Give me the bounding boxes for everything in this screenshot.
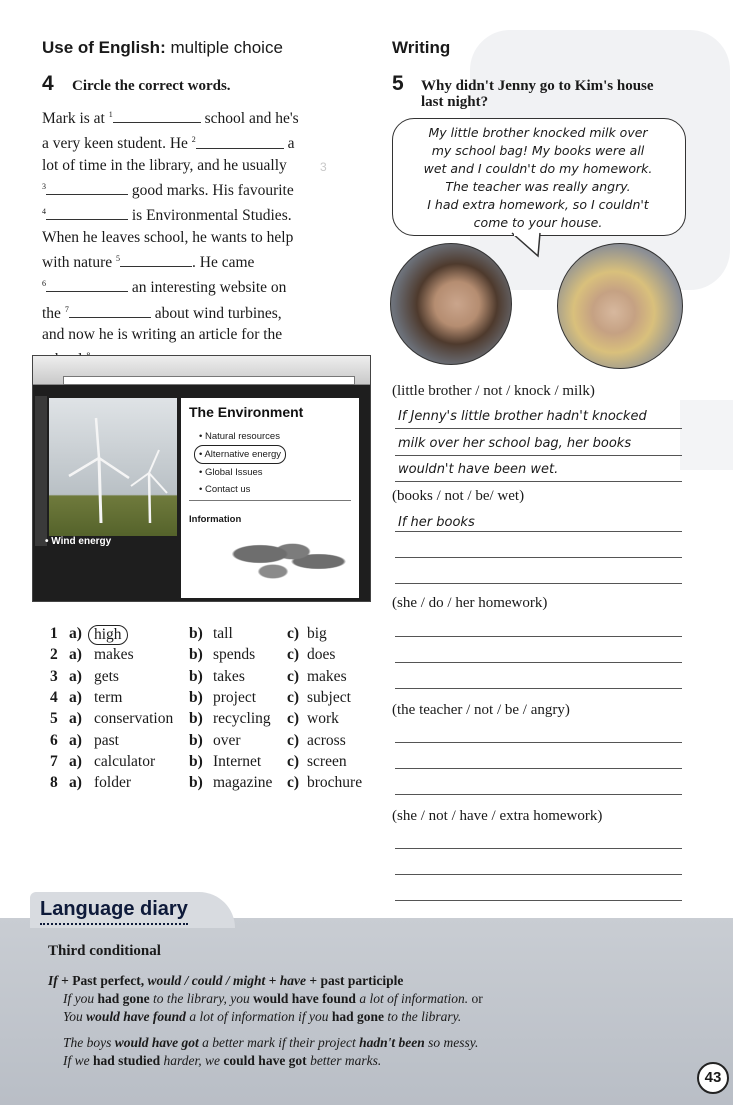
option-number: 1: [50, 625, 58, 642]
gap-text-line: lot of time in the library, and he usually: [42, 156, 287, 174]
info-label: Information: [189, 514, 242, 525]
page-number: 43: [697, 1062, 729, 1094]
option-letter: c): [287, 667, 300, 685]
answer-line: [395, 874, 682, 875]
diary-example-3: The boys would have got a better mark if their project hadn't been so messy.: [63, 1035, 479, 1050]
option-letter: b): [189, 710, 203, 728]
option-a[interactable]: makes: [94, 646, 134, 664]
option-number: 7: [50, 752, 58, 770]
gap-number: 4: [42, 207, 46, 217]
option-letter: a): [69, 731, 82, 749]
gap-text-line: When he leaves school, he wants to help: [42, 228, 294, 246]
option-letter: c): [287, 774, 300, 792]
speech-bubble-text: [402, 124, 674, 232]
answer-1-line-2: milk over her school bag, her books: [398, 436, 632, 451]
option-letter: c): [287, 625, 300, 642]
background-watermark-band: [680, 400, 733, 470]
option-b[interactable]: magazine: [213, 774, 273, 792]
answer-1-line-1: If Jenny's little brother hadn't knocked: [398, 409, 647, 424]
option-number: 6: [50, 731, 58, 749]
wind-turbine-photo: [49, 398, 177, 536]
answer-blank[interactable]: [113, 108, 201, 123]
prompt-3: (she / do / her homework): [392, 595, 548, 611]
answer-blank[interactable]: [46, 180, 128, 195]
answer-line: [395, 742, 682, 743]
website-screenshot: [32, 355, 371, 602]
option-number: 4: [50, 688, 58, 706]
option-number: 3: [50, 667, 58, 685]
option-b[interactable]: takes: [213, 667, 245, 685]
option-c[interactable]: screen: [307, 752, 347, 770]
option-a[interactable]: term: [94, 688, 123, 706]
answer-line: [395, 583, 682, 584]
bubble-line: my school bag! My books were all: [431, 143, 645, 158]
bubble-line: come to your house.: [473, 215, 603, 230]
option-a[interactable]: conservation: [94, 710, 174, 728]
answer-blank[interactable]: [46, 205, 128, 220]
bubble-line: I had extra homework, so I couldn't: [427, 197, 649, 212]
option-b[interactable]: project: [213, 688, 257, 706]
option-letter: b): [189, 752, 203, 770]
option-letter: a): [69, 625, 82, 642]
option-row: [50, 774, 380, 795]
option-c[interactable]: big: [307, 625, 327, 642]
gap-number: 7: [64, 304, 69, 314]
gap-number: 5: [116, 253, 121, 263]
answer-line: [395, 636, 682, 637]
option-b[interactable]: over: [213, 731, 241, 749]
section-title: Use of English: multiple choice: [42, 38, 283, 57]
language-diary-title: Language diary: [40, 898, 188, 925]
speech-bubble-tail: [510, 230, 550, 260]
jenny-photo: [390, 243, 512, 365]
site-menu-item[interactable]: • Alternative energy: [194, 445, 286, 464]
prompt-1: (little brother / not / knock / milk): [392, 383, 595, 399]
answer-line: [395, 531, 682, 532]
option-number: 8: [50, 774, 58, 792]
gap-text-line: and now he is writing an article for the: [42, 325, 283, 343]
photo-caption: • Wind energy: [45, 536, 112, 547]
answer-line: [395, 428, 682, 429]
gap-number: 3: [42, 181, 46, 191]
option-a[interactable]: calculator: [94, 752, 156, 770]
option-letter: a): [69, 752, 82, 770]
option-letter: a): [69, 688, 82, 706]
option-c[interactable]: brochure: [307, 774, 363, 792]
option-row: [50, 710, 380, 731]
diary-example-2: You would have found a lot of information if you had gone to the library.: [63, 1009, 462, 1024]
wind-turbine-icon: [49, 398, 177, 536]
answer-blank[interactable]: [69, 303, 151, 318]
answer-line: [395, 481, 682, 482]
option-b[interactable]: Internet: [213, 752, 262, 770]
answer-blank[interactable]: [120, 252, 192, 267]
option-a[interactable]: past: [94, 731, 119, 749]
option-letter: a): [69, 667, 82, 685]
bubble-line: The teacher was really angry.: [445, 179, 631, 194]
gap-text-line: with nature $^5$ . He came: [42, 253, 255, 271]
exercise-4-title: Circle the correct words.: [72, 78, 231, 94]
prompt-5: (she / not / have / extra homework): [392, 808, 603, 824]
gap-number: 1: [108, 110, 113, 119]
option-a[interactable]: gets: [94, 667, 119, 685]
answer-blank[interactable]: [46, 277, 128, 292]
answer-blank[interactable]: [196, 134, 284, 149]
gap-number: 2: [191, 135, 196, 145]
site-content-panel: [181, 398, 359, 598]
site-menu-item[interactable]: • Contact us: [199, 484, 251, 495]
option-c[interactable]: makes: [307, 667, 347, 685]
site-menu-item[interactable]: • Global Issues: [199, 467, 263, 478]
answer-line: [395, 662, 682, 663]
option-letter: c): [287, 731, 300, 749]
exercise-5-number: 5: [392, 72, 404, 95]
option-letter: a): [69, 774, 82, 792]
option-c[interactable]: work: [307, 710, 339, 728]
gap-fill-text: [42, 104, 332, 370]
site-heading: The Environment: [189, 404, 304, 420]
answer-line: [395, 557, 682, 558]
option-row: [50, 625, 380, 646]
gap-text-line: $^4$ is Environmental Studies.: [42, 207, 292, 225]
prompt-4: (the teacher / not / be / angry): [392, 702, 570, 718]
exercise-5-title-line-2: last night?: [421, 94, 489, 110]
diary-example-4: If we had studied harder, we could have got better marks.: [63, 1053, 382, 1068]
option-c[interactable]: does: [307, 646, 336, 664]
option-letter: c): [287, 688, 300, 706]
option-row: [50, 646, 380, 667]
gap-text-line: the $^7$ about wind turbines,: [42, 304, 282, 322]
option-row: [50, 689, 380, 710]
option-row: [50, 732, 380, 753]
option-b[interactable]: spends: [213, 646, 256, 664]
gap-text-line: $^3$ good marks. His favourite: [42, 181, 294, 200]
writing-section-title: Writing: [392, 38, 451, 57]
site-sidebar: [35, 396, 47, 546]
gap-text-line: a very keen student. He $^2$ a: [42, 135, 295, 153]
answer-2-line-1: If her books: [398, 515, 475, 530]
option-b[interactable]: tall: [213, 625, 233, 642]
exercise-4-number: 4: [42, 72, 54, 95]
answer-line: [395, 768, 682, 769]
answer-line: [395, 688, 682, 689]
answer-line: [395, 455, 682, 456]
option-letter: c): [287, 710, 300, 728]
option-number: 5: [50, 710, 58, 728]
option-letter: b): [189, 688, 203, 706]
site-menu: [199, 428, 286, 498]
kim-photo: [557, 243, 683, 369]
option-number: 2: [50, 646, 58, 664]
answer-1-line-3: wouldn't have been wet.: [398, 462, 559, 477]
gap-number: 6: [42, 279, 46, 289]
diary-formula: If + Past perfect, would / could / might + have + past participle: [48, 973, 404, 988]
option-letter: b): [189, 625, 203, 642]
bubble-line: My little brother knocked milk over: [428, 125, 648, 140]
option-a[interactable]: folder: [94, 774, 132, 792]
site-divider: [189, 500, 351, 501]
diary-example-1: If you had gone to the library, you would have found a lot of information. or: [63, 991, 483, 1006]
option-letter: b): [189, 731, 203, 749]
option-letter: b): [189, 667, 203, 685]
option-c[interactable]: across: [307, 731, 346, 749]
option-letter: a): [69, 710, 82, 728]
show-through-text: 3: [320, 160, 327, 174]
option-a[interactable]: high: [88, 625, 128, 645]
option-b[interactable]: recycling: [213, 710, 271, 728]
site-menu-item[interactable]: • Natural resources: [199, 431, 280, 442]
option-row: [50, 753, 380, 774]
gap-text-line: Mark is at $^1$ school and he's: [42, 110, 299, 128]
world-map-image: [221, 534, 351, 584]
option-letter: b): [189, 774, 203, 792]
answer-line: [395, 848, 682, 849]
option-letter: c): [287, 752, 300, 770]
exercise-5-title-line-1: Why didn't Jenny go to Kim's house: [421, 78, 654, 94]
answer-line: [395, 794, 682, 795]
bubble-line: wet and I couldn't do my homework.: [423, 161, 653, 176]
option-letter: c): [287, 646, 300, 664]
option-letter: a): [69, 646, 82, 664]
option-c[interactable]: subject: [307, 688, 351, 706]
diary-subtitle: Third conditional: [48, 943, 161, 959]
prompt-2: (books / not / be/ wet): [392, 488, 525, 504]
gap-text-line: $^6$ an interesting website on: [42, 279, 287, 297]
browser-address-bar: [63, 376, 355, 385]
option-row: [50, 668, 380, 689]
answer-line: [395, 900, 682, 901]
option-letter: b): [189, 646, 203, 664]
